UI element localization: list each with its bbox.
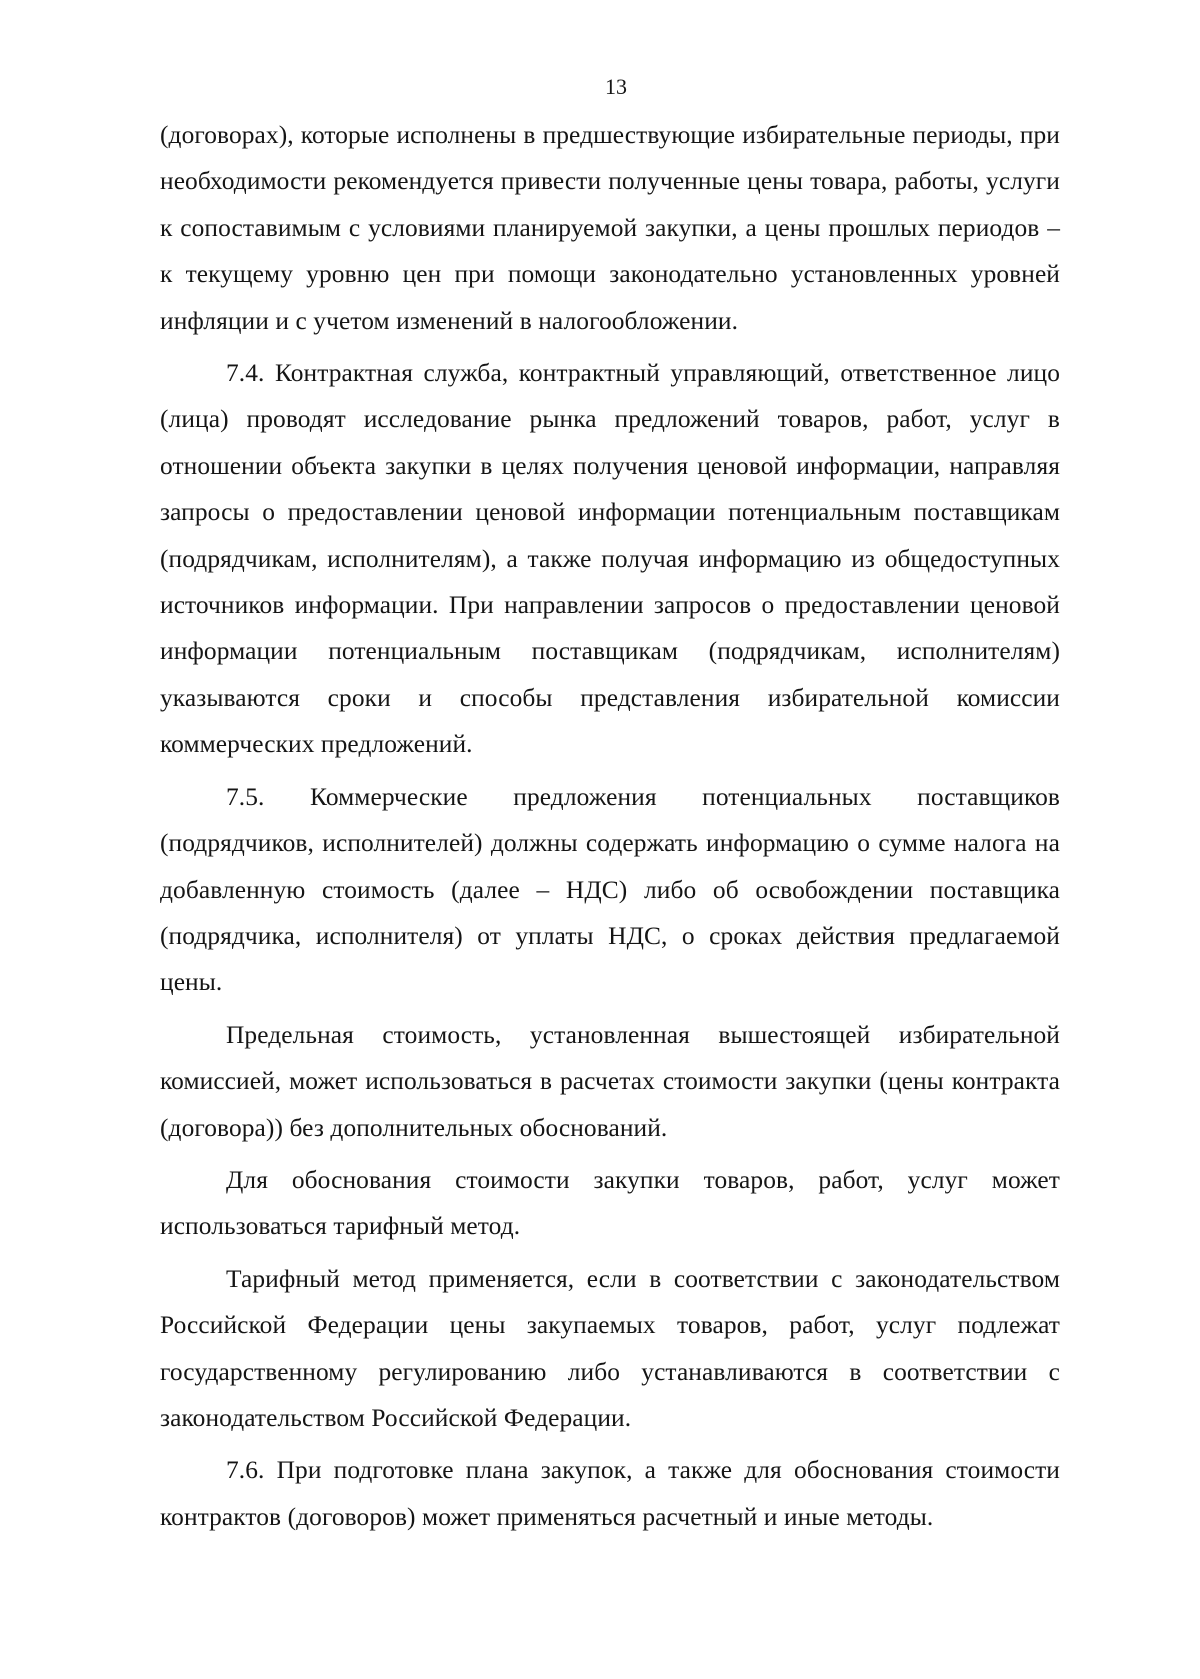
document-body bbox=[160, 112, 1060, 1540]
paragraph-tariff-method-use: Для обоснования стоимости закупки товаров, работ, услуг может использоваться тарифный метод. bbox=[160, 1165, 1060, 1241]
paragraph-7-5: 7.5. Коммерческие предложения потенциальных поставщиков (подрядчиков, исполнителей) должны содержать информацию о сумме налога на добавленную стоимость (далее – НДС) либо об освобождении поставщика (подрядчика, исполнителя) от уплаты НДС, о сроках действия предлагаемой цены. bbox=[160, 782, 1060, 997]
paragraph-continuation: (договорах), которые исполнены в предшествующие избирательные периоды, при необходимости рекомендуется привести полученные цены товара, работы, услуги к сопоставимым с условиями планируемой закупки, а цены прошлых периодов – к текущему уровню цен при помощи законодательно установленных уровней инфляции и с учетом изменений в налогообложении. bbox=[160, 121, 1060, 335]
paragraph-7-6: 7.6. При подготовке плана закупок, а также для обоснования стоимости контрактов (договоров) может применяться расчетный и иные методы. bbox=[160, 1456, 1060, 1531]
paragraph-7-4: 7.4. Контрактная служба, контрактный управляющий, ответственное лицо (лица) проводят исследование рынка предложений товаров, работ, услуг в отношении объекта закупки в целях получения ценовой информации, направляя запросы о предоставлении ценовой информации потенциальным поставщикам (подрядчикам, исполнителям), а также получая информацию из общедоступных источников информации. При направлении запросов о предоставлении ценовой информации потенциальным поставщикам (подрядчикам, исполнителям) указываются сроки и способы представления избирательной комиссии коммерческих предложений. bbox=[160, 359, 1060, 759]
paragraph-tariff-method-application: Тарифный метод применяется, если в соответствии с законодательством Российской Федерации цены закупаемых товаров, работ, услуг подлежат государственному регулированию либо устанавливаются в соответствии с законодательством Российской Федерации. bbox=[160, 1264, 1060, 1432]
paragraph-limit-cost: Предельная стоимость, установленная вышестоящей избирательной комиссией, может использоваться в расчетах стоимости закупки (цены контракта (договора)) без дополнительных обоснований. bbox=[160, 1020, 1060, 1142]
page-number: 13 bbox=[605, 74, 627, 99]
